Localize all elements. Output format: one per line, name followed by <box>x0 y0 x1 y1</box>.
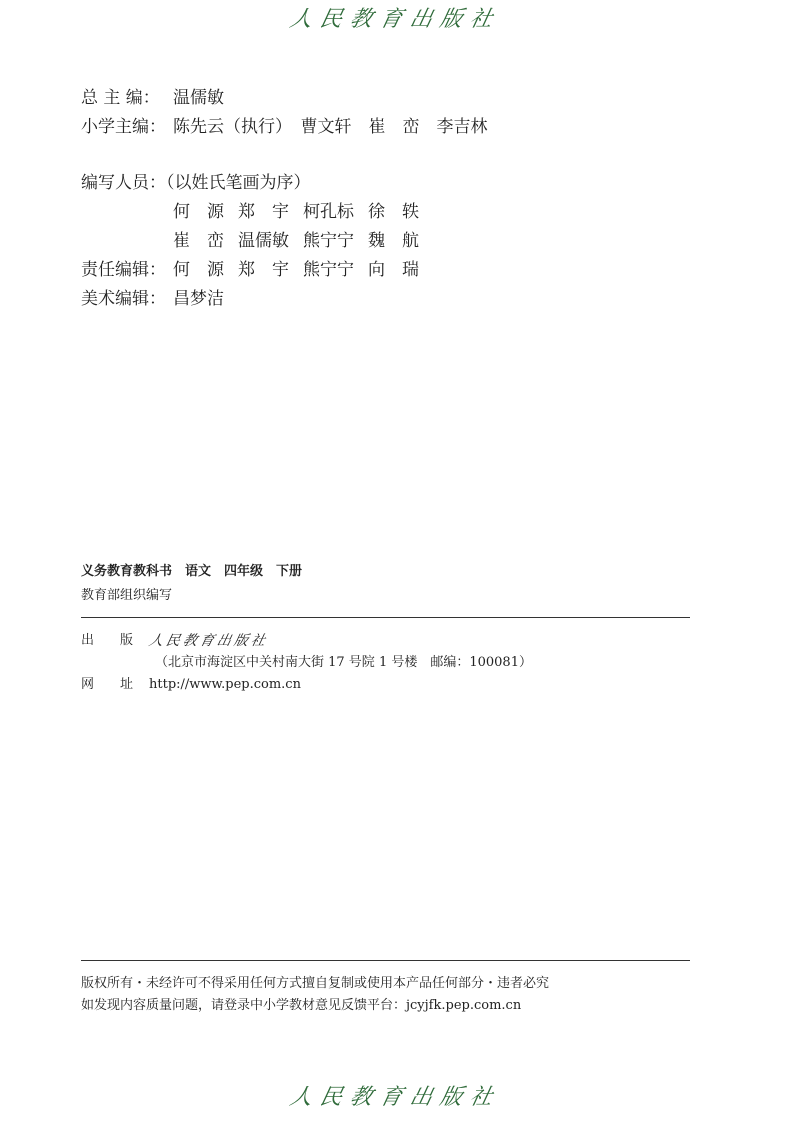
writers-line-1 <box>81 198 488 227</box>
divider-top <box>81 617 690 618</box>
writer-name: 徐 轶 <box>368 202 419 222</box>
book-subtitle: 教育部组织编写 <box>81 588 173 603</box>
publisher-row <box>81 630 532 652</box>
responsible-editor-row <box>81 256 488 285</box>
publisher-logo-bottom: 人民教育出版社 <box>287 1085 503 1110</box>
chief-editor-names: 温儒敏 <box>173 88 224 108</box>
address-row <box>81 652 532 674</box>
responsible-editor-name: 郑 宇 <box>238 260 289 280</box>
copyright-line-1: 版权所有・未经许可不得采用任何方式擅自复制或使用本产品任何部分・违者必究 <box>81 976 550 991</box>
website-label: 网址 <box>81 677 160 692</box>
writer-name: 温儒敏 <box>238 231 289 251</box>
writer-name: 郑 宇 <box>238 202 289 222</box>
divider-bottom <box>81 960 690 961</box>
responsible-editor-name: 何 源 <box>173 260 224 280</box>
writer-name: 柯孔标 <box>303 202 354 222</box>
writer-name: 何 源 <box>173 202 224 222</box>
publisher-logo-top: 人民教育出版社 <box>287 7 503 32</box>
art-editor-label: 美术编辑： <box>81 289 166 309</box>
chief-editor-label: 总 主 编： <box>81 88 160 108</box>
book-info <box>81 562 302 606</box>
writer-name: 崔 峦 <box>173 231 224 251</box>
writer-name: 魏 航 <box>368 231 419 251</box>
publisher-label: 出版 <box>81 633 160 648</box>
responsible-editor-label: 责任编辑： <box>81 260 166 280</box>
primary-editor-row <box>81 113 488 142</box>
chief-editor-row <box>81 84 488 113</box>
website-link[interactable]: http://www.pep.com.cn <box>149 677 301 692</box>
book-title: 义务教育教科书 语文 四年级 下册 <box>81 564 303 579</box>
writers-label: 编写人员：（以姓氏笔画为序） <box>81 173 311 193</box>
art-editor-names: 昌梦洁 <box>173 289 224 309</box>
responsible-editor-name: 熊宁宁 <box>303 260 354 280</box>
publisher-address: （北京市海淀区中关村南大街 17 号院 1 号楼 邮编：100081） <box>155 655 532 670</box>
art-editor-row <box>81 285 488 314</box>
responsible-editor-name: 向 瑞 <box>368 260 419 280</box>
writers-line-2 <box>81 227 488 256</box>
primary-editor-label: 小学主编： <box>81 117 166 137</box>
copyright-block <box>81 973 549 1017</box>
website-row <box>81 674 532 696</box>
copyright-line-2: 如发现内容质量问题，请登录中小学教材意见反馈平台：jcyjfk.pep.com.cn <box>81 998 522 1013</box>
primary-editor-names: 陈先云（执行） 曹文轩 崔 峦 李吉林 <box>173 117 488 137</box>
credits-block <box>81 84 488 314</box>
publication-info <box>81 630 532 696</box>
writers-heading-row <box>81 169 488 198</box>
writer-name: 熊宁宁 <box>303 231 354 251</box>
publisher-name-logo: 人民教育出版社 <box>147 633 270 649</box>
